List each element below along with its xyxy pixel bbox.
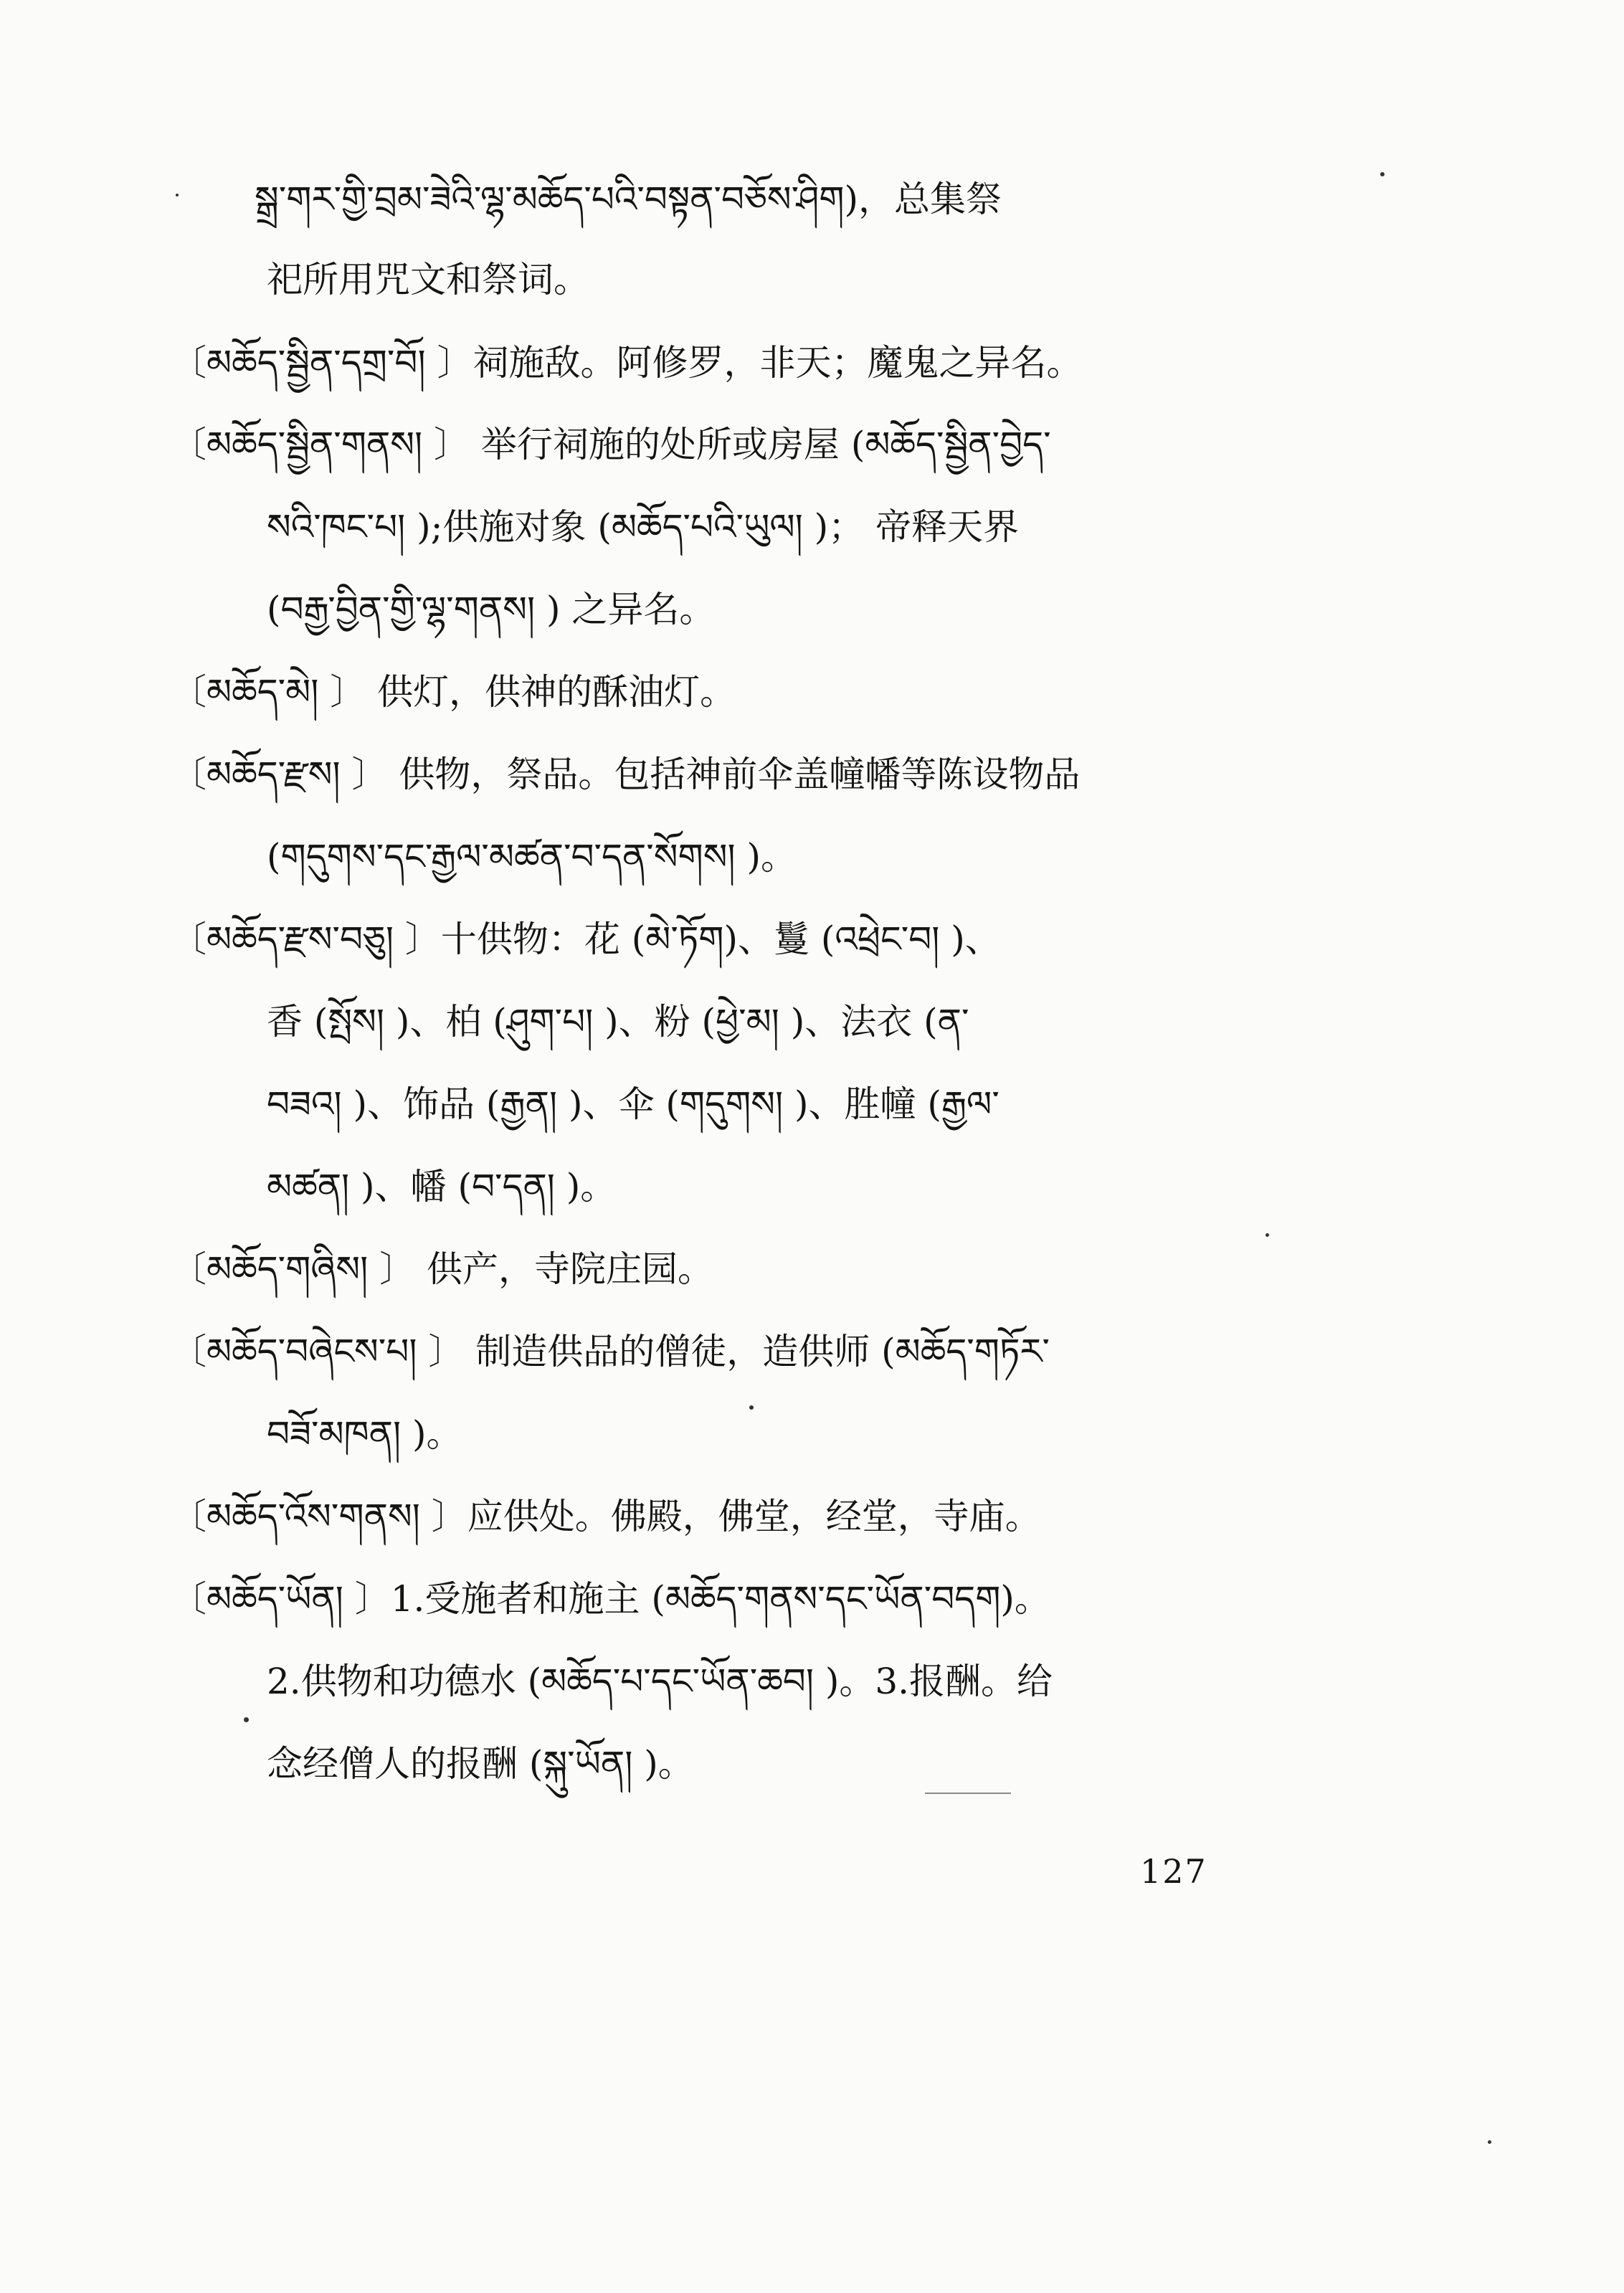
text-line: 念经僧人的报酬 (སྐུ་ཡོན། )。 (267, 1743, 694, 1785)
scan-speck (749, 1405, 754, 1410)
scan-speck (244, 1717, 249, 1722)
scan-mark (925, 1793, 1011, 1794)
text-line: 2.供物和功德水 (མཆོད་པ་དང་ཡོན་ཆབ། )。3.报酬。给 (267, 1661, 1053, 1702)
text-line: 香 (སྤོས། )、柏 (ཤུག་པ། )、粉 (ཕྱེ་མ། )、法衣 (ན་ (267, 1001, 969, 1043)
scan-speck (1380, 172, 1385, 176)
dictionary-entry: 〔མཆོད་རྫས། 〕 供物，祭品。包括神前伞盖幢幡等陈设物品 (171, 754, 1081, 795)
page-number: 127 (1140, 1852, 1207, 1891)
dictionary-entry: 〔མཆོད་བཞེངས་པ། 〕 制造供品的僧徒，造供师 (མཆོད་གཏོར་ (171, 1331, 1050, 1372)
text-line: (གདུགས་དང་རྒྱལ་མཚན་བ་དན་སོགས། )。 (267, 836, 797, 878)
dictionary-entry: 〔མཆོད་འོས་གནས། 〕应供处。佛殿，佛堂，经堂，寺庙。 (171, 1496, 1041, 1537)
dictionary-entry: 〔མཆོད་གཞིས། 〕 供产，寺院庄园。 (171, 1248, 713, 1290)
text-line: མཚན། )、幡 (བ་དན། )。 (267, 1166, 617, 1207)
dictionary-entry: 〔མཆོད་མེ། 〕 供灯，供神的酥油灯。 (171, 671, 736, 713)
text-line: བཟོ་མཁན། )。 (267, 1413, 462, 1455)
text-line: 祀所用咒文和祭词。 (267, 259, 589, 300)
text-line: (བརྒྱ་བྱིན་གྱི་ལྷ་གནས། ) 之异名。 (267, 589, 716, 630)
dictionary-entry: 〔མཆོད་རྫས་བཅུ། 〕十供物：花 (མེ་ཏོག)、鬘 (འཕྲེང་བ། )、 (171, 918, 1001, 960)
text-line: སའི་ཁང་པ། );供施对象 (མཆོད་པའི་ཡུལ། )； 帝释天界 (267, 506, 1020, 548)
dictionary-entry: 〔མཆོད་ཡོན། 〕1.受施者和施主 (མཆོད་གནས་དང་ཡོན་བདག)。 (171, 1578, 1050, 1620)
scan-speck (176, 194, 179, 196)
text-line: སྒྲ་གར་གྱི་བྲམ་ཟེའི་ལྷ་མཆོད་པའི་བསྟན་བཅོས་ཤིག)，总集祭 (255, 179, 1002, 220)
scan-speck (1266, 1233, 1269, 1237)
text-line: བཟའ། )、饰品 (རྒྱན། )、伞 (གདུགས། )、胜幢 (རྒྱལ་ (267, 1083, 999, 1125)
dictionary-entry: 〔མཆོད་སྦྱིན་གནས། 〕 举行祠施的处所或房屋 (མཆོད་སྦྱིན་བྱེད་ (171, 424, 1051, 465)
scan-speck (1488, 2140, 1491, 2144)
dictionary-entry: 〔མཆོད་སྦྱིན་དགྲ་བོ། 〕祠施敌。阿修罗，非天；魔鬼之异名。 (171, 342, 1083, 384)
